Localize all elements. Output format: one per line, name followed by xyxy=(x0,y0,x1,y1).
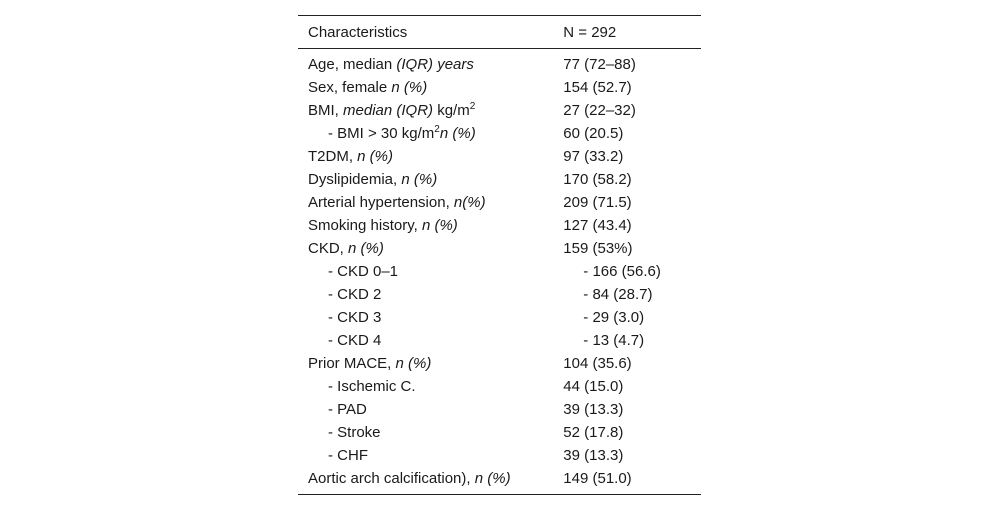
table-row xyxy=(298,49,701,77)
row-label: T2DM, n (%) xyxy=(308,148,394,165)
table-row xyxy=(298,329,701,352)
row-label: - PAD xyxy=(328,401,367,418)
table-row xyxy=(298,283,701,306)
row-value: 127 (43.4) xyxy=(563,217,632,234)
row-label: Age, median (IQR) years xyxy=(308,56,474,73)
row-value: 170 (58.2) xyxy=(563,171,632,188)
row-value: - 29 (3.0) xyxy=(583,309,645,326)
characteristics-table-container xyxy=(298,15,701,495)
table-row xyxy=(298,168,701,191)
row-value: 52 (17.8) xyxy=(563,424,624,441)
table-header-row xyxy=(298,16,701,49)
row-value: 159 (53%) xyxy=(563,240,633,257)
table-row xyxy=(298,352,701,375)
header-characteristics: Characteristics xyxy=(308,23,408,41)
table-row xyxy=(298,191,701,214)
row-label: BMI, median (IQR) $kg/m^2$ xyxy=(308,101,476,119)
table-row xyxy=(298,306,701,329)
table-row xyxy=(298,214,701,237)
row-value: 44 (15.0) xyxy=(563,378,624,395)
row-label: - BMI > 30 $kg/m^2n$ (%) xyxy=(328,124,476,142)
table-row xyxy=(298,375,701,398)
row-value: 154 (52.7) xyxy=(563,79,632,96)
row-value: 60 (20.5) xyxy=(563,125,624,142)
header-n-total: N = 292 xyxy=(563,23,617,41)
row-value: 39 (13.3) xyxy=(563,401,624,418)
row-label: - Ischemic C. xyxy=(328,378,416,395)
row-value: 27 (22–32) xyxy=(563,102,636,119)
row-label: - CHF xyxy=(328,447,368,464)
row-value: - 84 (28.7) xyxy=(583,286,653,303)
row-label: Smoking history, n (%) xyxy=(308,217,458,234)
row-value: 104 (35.6) xyxy=(563,355,632,372)
table-row xyxy=(298,260,701,283)
row-label: Aortic arch calcification), n (%) xyxy=(308,470,511,487)
row-label: Dyslipidemia, n (%) xyxy=(308,171,438,188)
table-row xyxy=(298,76,701,99)
table-row xyxy=(298,122,701,145)
table-row xyxy=(298,398,701,421)
row-label: Prior MACE, n (%) xyxy=(308,355,432,372)
row-value: 209 (71.5) xyxy=(563,194,632,211)
row-value: 77 (72–88) xyxy=(563,56,636,73)
row-label: Sex, female n (%) xyxy=(308,79,428,96)
row-label: Arterial hypertension, n(%) xyxy=(308,194,486,211)
table-row xyxy=(298,145,701,168)
row-value: 97 (33.2) xyxy=(563,148,624,165)
row-value: 149 (51.0) xyxy=(563,470,632,487)
row-label: - CKD 4 xyxy=(328,332,382,349)
row-label: - CKD 3 xyxy=(328,309,382,326)
table-row xyxy=(298,237,701,260)
row-label: CKD, n (%) xyxy=(308,240,384,257)
row-label: - Stroke xyxy=(328,424,381,441)
row-label: - CKD 0–1 xyxy=(328,263,399,280)
table-row xyxy=(298,421,701,444)
row-value: - 166 (56.6) xyxy=(583,263,661,280)
row-label: - CKD 2 xyxy=(328,286,382,303)
table-row xyxy=(298,467,701,495)
characteristics-table xyxy=(298,15,701,495)
table-row xyxy=(298,444,701,467)
row-value: - 13 (4.7) xyxy=(583,332,645,349)
table-row xyxy=(298,99,701,122)
row-value: 39 (13.3) xyxy=(563,447,624,464)
